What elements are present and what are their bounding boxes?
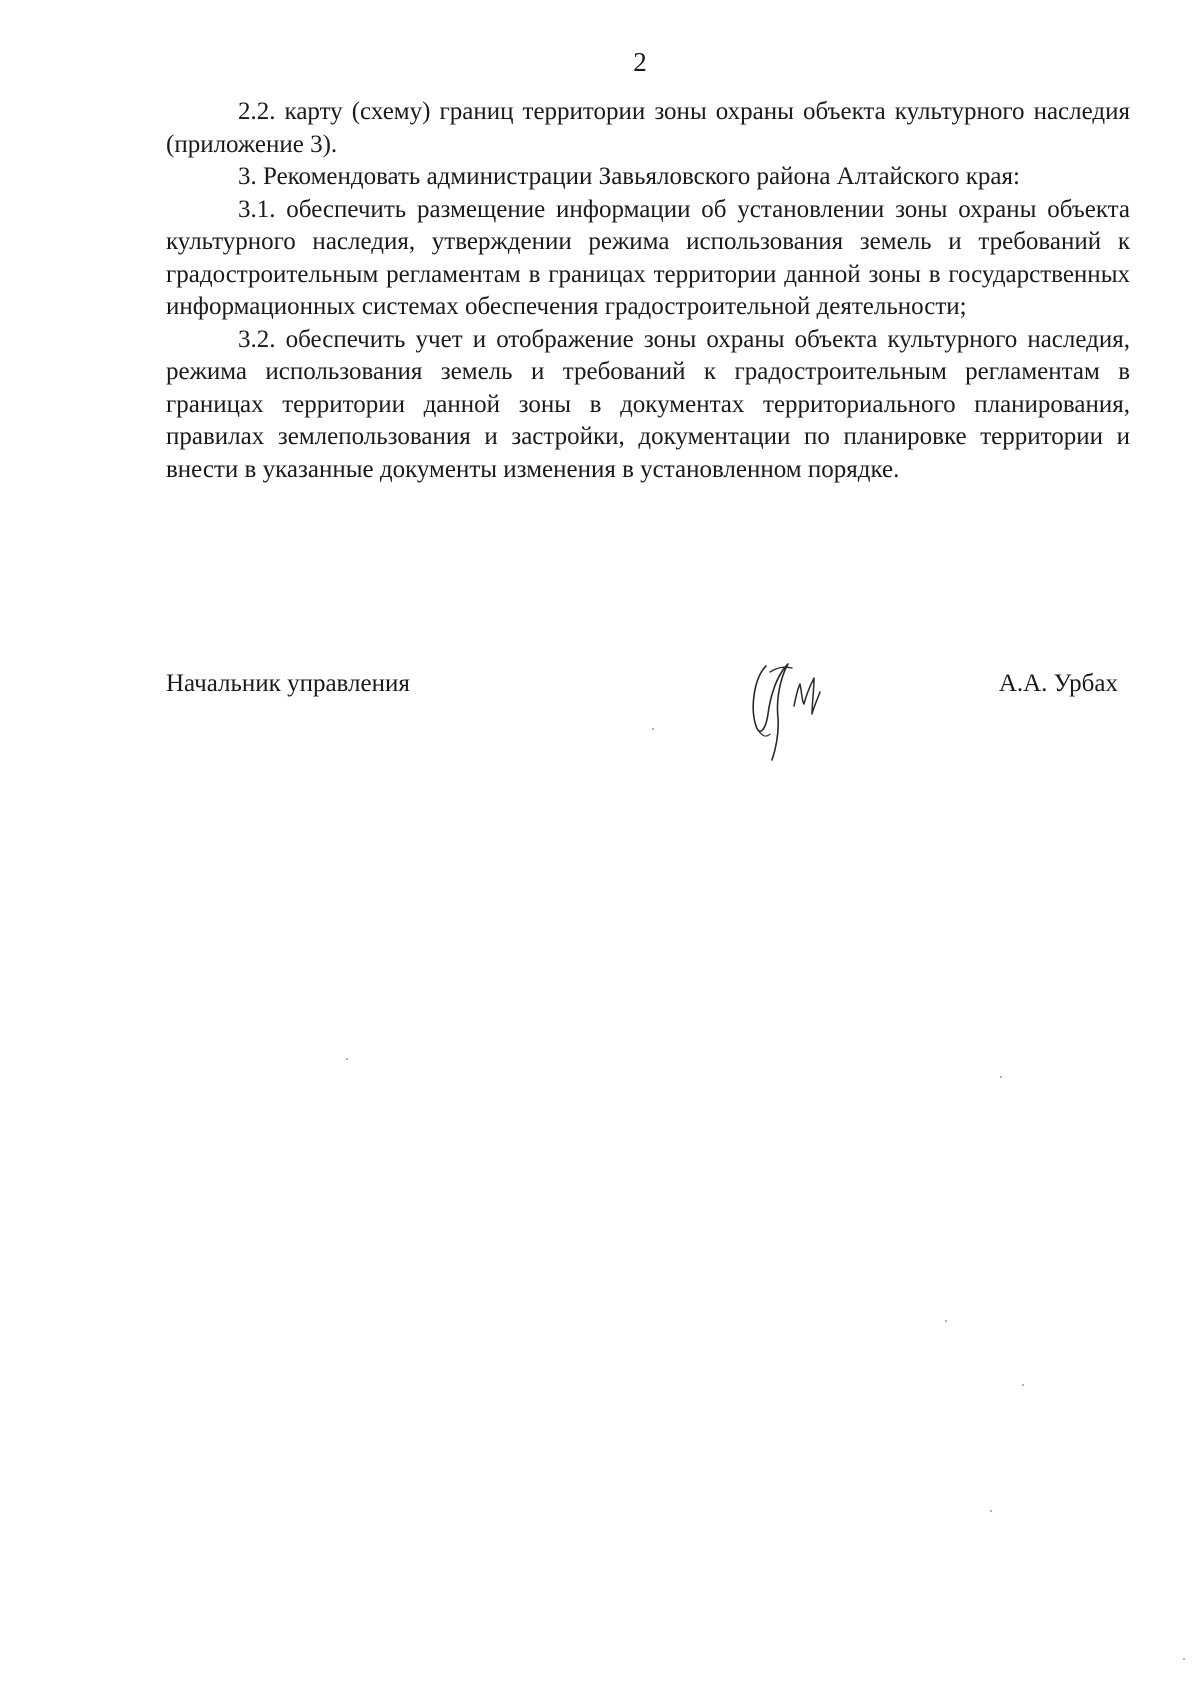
signatory-title: Начальник управления: [166, 670, 410, 697]
signatory-name: А.А. Урбах: [998, 670, 1118, 697]
paragraph-2-2: 2.2. карту (схему) границ территории зоны охраны объекта культурного наследия (приложение 3).: [166, 98, 1130, 158]
paragraph-3-2: 3.2. обеспечить учет и отображение зоны охраны объекта культурного наследия, режима использования земель и требований к градостроительным регламентам в границах территории данной зоны в документах территориального планирования, правилах землепользования и застройки, документации по планировке территории и внести в указанные документы изменения в установленном порядке.: [166, 325, 1130, 483]
scan-speck: [1000, 1076, 1002, 1078]
scan-speck: [990, 1510, 992, 1512]
scan-speck: [1183, 1658, 1185, 1660]
document-body: [166, 96, 1130, 486]
scan-speck: [346, 1058, 348, 1060]
page-number: 2: [633, 47, 647, 77]
scan-speck: [945, 1320, 947, 1322]
signature-block: [166, 660, 1130, 770]
paragraph-3: 3. Рекомендовать администрации Завьяловского района Алтайского края:: [238, 163, 1020, 190]
scan-speck: [652, 728, 654, 730]
paragraph-3-1: 3.1. обеспечить размещение информации об установлении зоны охраны объекта культурного наследия, утверждении режима использования земель и требований к градостроительным регламентам в границах территории данной зоны в государственных информационных системах обеспечения градостроительной деятельности;: [166, 195, 1130, 320]
handwritten-signature: [736, 648, 846, 768]
scan-speck: [1022, 1384, 1024, 1386]
